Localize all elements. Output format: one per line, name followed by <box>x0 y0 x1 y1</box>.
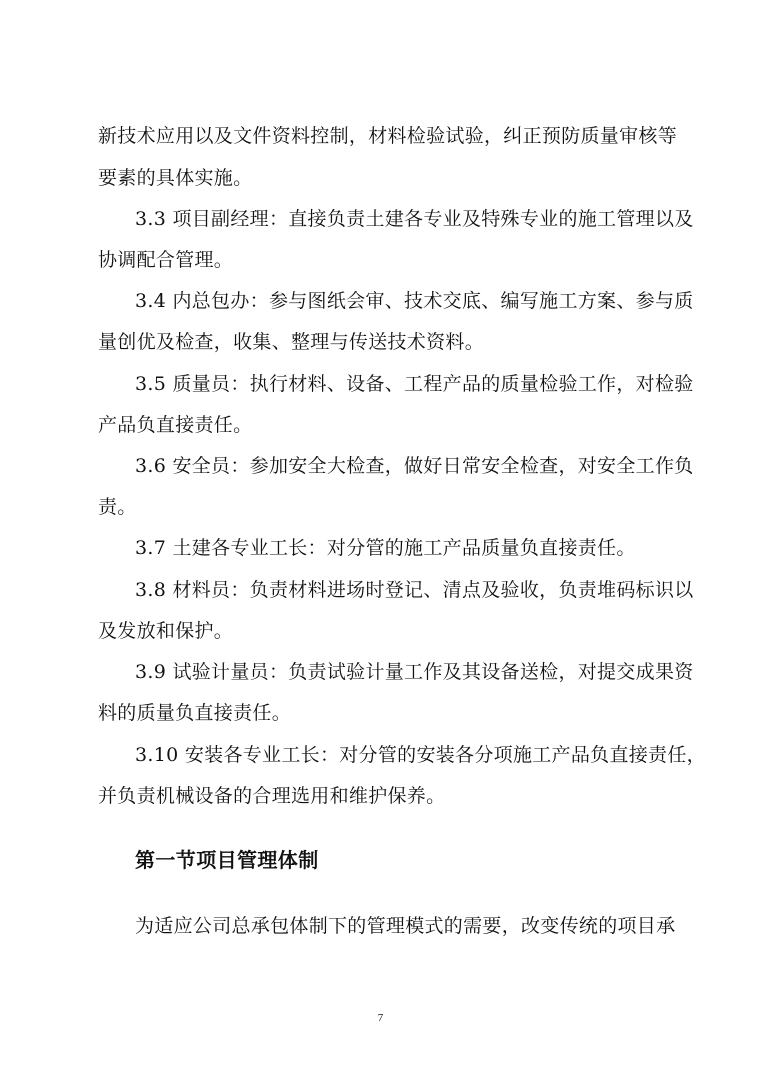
text-line: 3.10 安装各专业工长：对分管的安装各分项施工产品负直接责任， <box>135 744 706 766</box>
closing-line: 为适应公司总承包体制下的管理模式的需要，改变传统的项目承 <box>135 915 676 937</box>
text-line: 3.8 材料员：负责材料进场时登记、清点及验收，负责堆码标识以 <box>135 579 694 601</box>
page-number: 7 <box>377 1012 384 1024</box>
text-line: 3.5 质量员：执行材料、设备、工程产品的质量检验工作，对检验 <box>135 373 694 395</box>
text-line: 3.7 土建各专业工长：对分管的施工产品质量负直接责任。 <box>135 537 636 559</box>
section-heading: 第一节项目管理体制 <box>135 848 319 872</box>
text-line: 责。 <box>98 496 137 518</box>
text-line: 并负责机械设备的合理选用和维护保养。 <box>98 785 446 807</box>
text-line: 及发放和保护。 <box>98 620 234 642</box>
text-line: 3.6 安全员：参加安全大检查，做好日常安全检查，对安全工作负 <box>135 455 694 477</box>
text-line: 要素的具体实施。 <box>98 167 253 189</box>
text-line: 料的质量负直接责任。 <box>98 702 292 724</box>
text-line: 协调配合管理。 <box>98 249 234 271</box>
text-line: 3.4 内总包办：参与图纸会审、技术交底、编写施工方案、参与质 <box>135 290 694 312</box>
text-line: 3.9 试验计量员：负责试验计量工作及其设备送检，对提交成果资 <box>135 661 694 683</box>
text-line: 产品负直接责任。 <box>98 414 253 436</box>
text-line: 量创优及检查，收集、整理与传送技术资料。 <box>98 331 485 353</box>
text-line: 新技术应用以及文件资料控制，材料检验试验，纠正预防质量审核等 <box>98 125 678 147</box>
text-line: 3.3 项目副经理：直接负责土建各专业及特殊专业的施工管理以及 <box>135 208 694 230</box>
